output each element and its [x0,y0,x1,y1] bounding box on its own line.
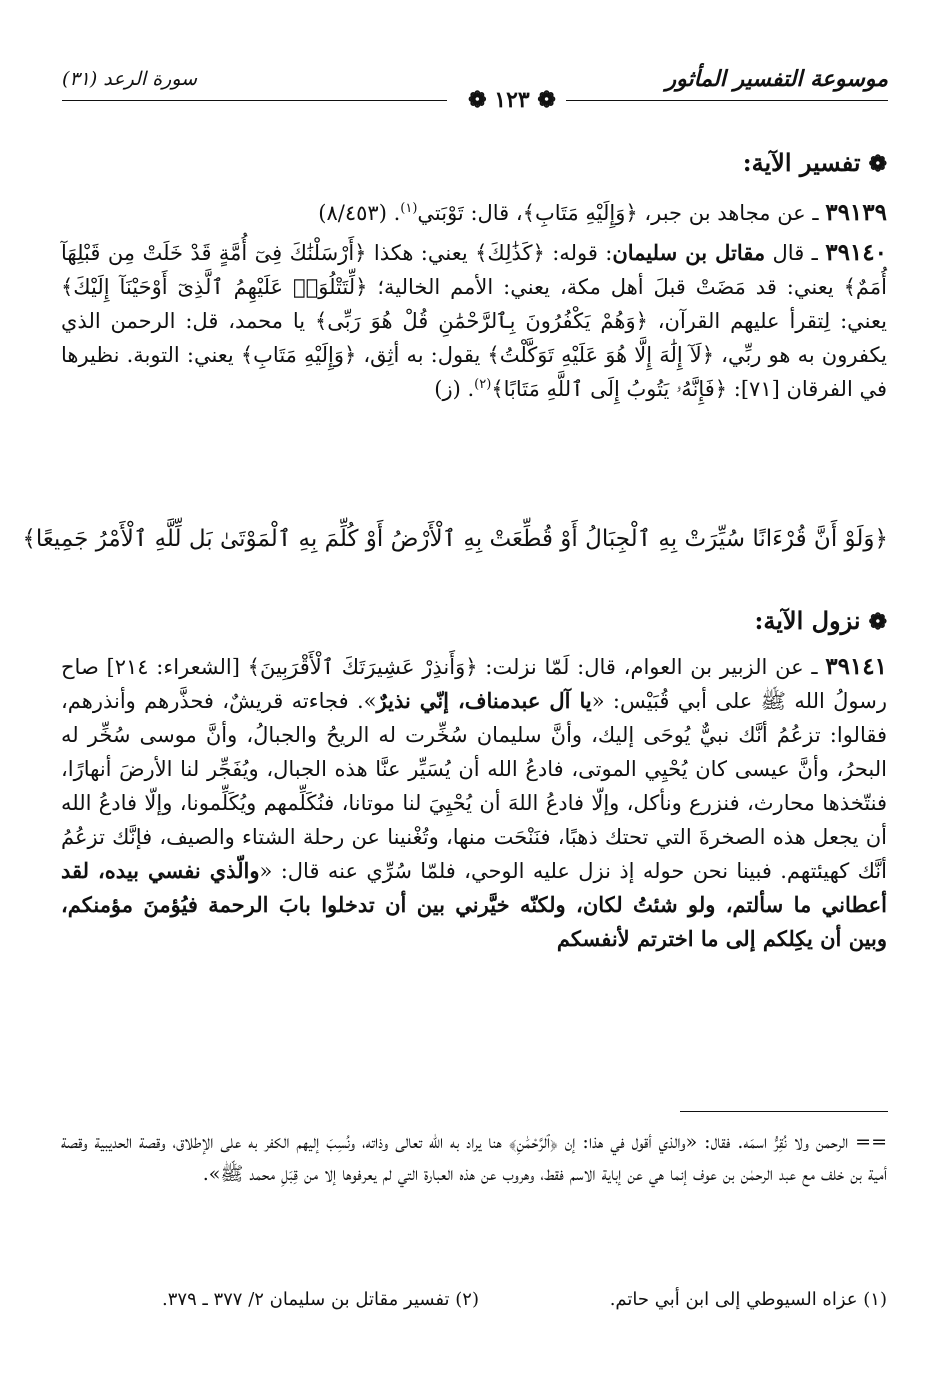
section-heading-nuzul [754,606,887,635]
footnote-ref[interactable]: (٢) [474,377,492,392]
footnote-continuation: == الرحمن ولا نُقِرُّ اسمَه. فقال: «والذي أقول في هذا: إن ﴿ٱلرَّحْمَٰنِ﴾ هنا يراد به الله تعالى وذاته، ونُسِبَ إليهم الكفر به على الإطلاق، وقصة الحديبية وقصة أمية بن خلف مع عبد الرحمٰن بن عوف إنما هي عن إباية الاسم فقط، وهروب عن هذه العبارة التي لم يعرفوها إلا من قِبَلِ محمد ﷺ». [61,1131,887,1185]
section-heading-tafsir [743,148,887,177]
narration-text-a: ـ عن الزبير بن العوام، قال: لَمّا نزلت: ﴿وَأَنذِرْ عَشِيرَتَكَ ٱلْأَقْرَبِينَ﴾ [الشعراء: ٢١٤] صاح رسولُ الله ﷺ على أبي قُبَيْس: « [61,655,888,713]
flower-icon: ❁ [868,151,887,177]
footnote-separator [680,1111,888,1112]
running-header [62,62,888,122]
narration-text: ـ عن مجاهد بن جبر، ﴿وَإِلَيْهِ مَتَابِ﴾، قال: تَوْبَتي [417,201,826,225]
narration-39140 [61,236,887,406]
footnotes [61,1289,887,1319]
surah-title: سورة الرعد (٣١) [62,68,198,90]
narration-number: ٣٩١٣٩ [825,199,887,226]
narration-tail: . (ز) [434,377,475,401]
narration-39139 [61,196,887,230]
section-heading-text: تفسير الآية: [742,148,861,177]
narration-number: ٣٩١٤٠ [825,239,887,266]
narration-tail: . (٨/٤٥٣) [318,201,401,225]
footnote-2: (٢) تفسير مقاتل بن سليمان ٢/ ٣٧٧ ـ ٣٧٩. [162,1289,479,1310]
header-rule-left [62,100,447,101]
quran-verse: ﴿وَلَوْ أَنَّ قُرْءَانًا سُيِّرَتْ بِهِ ٱلْجِبَالُ أَوْ قُطِّعَتْ بِهِ ٱلْأَرْضُ أَوْ كُلِّمَ بِهِ ٱلْمَوْتَىٰ بَل لِّلَّهِ ٱلْأَمْرُ جَمِيعًا﴾ [22,526,888,552]
narration-lead: ـ قال [765,241,826,265]
flower-icon: ❁ [868,609,887,635]
hadith-quote-a: يا آل عبدمناف، إنّي نذيرٌ [376,688,592,713]
footnote-1: (١) عزاه السيوطي إلى ابن أبي حاتم. [609,1289,887,1310]
header-rule-right [566,100,888,101]
narration-39141 [61,650,887,956]
narration-number: ٣٩١٤١ [825,653,887,680]
book-title: موسوعة التفسير المأثور [665,66,888,92]
narrator-name: مقاتل بن سليمان [612,240,766,265]
page-number: ❁ ١٢٣ ❁ [468,87,556,113]
footnote-ref[interactable]: (١) [400,201,418,216]
hadith-quote-b: والّذي نفسي بيده، لقد أعطاني ما سألتم، ولو شئتُ لكان، ولكنّه خيَّرني بين أن تدخلوا بابَ الرحمة فيُؤمنَ مؤمنكم، وبين أن يكِلكم إلى ما اخترتم لأنفسكم [61,858,887,951]
section-heading-text: نزول الآية: [754,606,861,635]
page-number-value: ١٢٣ [494,87,530,113]
narration-text-b: ». فجاءته قريشٌ، فحذَّرهم وأنذرهم، فقالوا: تزعُمُ أنَّك نبيٌّ يُوحَى إليك، وأنَّ سليمان سُخِّرت له الريحُ والجبالُ، وأنَّ موسى سُخِّر له البحرُ، وأنَّ عيسى كان يُحْيِي الموتى، فادعُ الله أن يُسَيِّر عنَّا هذه الجبال، ويُفَجِّر لنا الأرضَ أنهارًا، فنتّخذها محارث، فنزرع ونأكل، وإلّا فادعُ اللهَ أن يُحْيِيَ لنا موتانا، فنُكَلِّمهم ويُكَلِّمونا، وإلّا فادعُ الله أن يجعل هذه الصخرةَ التي تحتك ذهبًا، فنَنْحَت منها، وتُغْنينا عن رحلة الشتاء والصيف، فإنَّك تزعُمُ أنَّك كهيئتهم. فبينا نحن حوله إذ نزل عليه الوحي، فلمّا سُرِّي عنه قال: « [61,689,887,883]
narration-text: : قوله: ﴿كَذَٰلِكَ﴾ يعني: هكذا ﴿أَرْسَلْنَٰكَ فِىٓ أُمَّةٍ قَدْ خَلَتْ مِن قَبْلِهَآ أُمَمٌ﴾ يعني: قد مَضَتْ قبلَ أهل مكة، يعني: الأمم الخالية؛ ﴿لِّتَتْلُوَا۟ عَلَيْهِمُ ٱلَّذِىٓ أَوْحَيْنَآ إِلَيْكَ﴾ يعني: لِتقرأ عليهم القرآن، ﴿وَهُمْ يَكْفُرُونَ بِٱلرَّحْمَٰنِ قُلْ هُوَ رَبِّى﴾ يا محمد، قل: الرحمن الذي يكفرون به هو ربِّي، ﴿لَآ إِلَٰهَ إِلَّا هُوَ عَلَيْهِ تَوَكَّلْتُ﴾ يقول: به أثِق، ﴿وَإِلَيْهِ مَتَابِ﴾ يعني: التوبة. نظيرها في الفرقان [٧١]: ﴿فَإِنَّهُۥ يَتُوبُ إِلَى ٱللَّهِ مَتَابًا﴾ [61,241,887,401]
